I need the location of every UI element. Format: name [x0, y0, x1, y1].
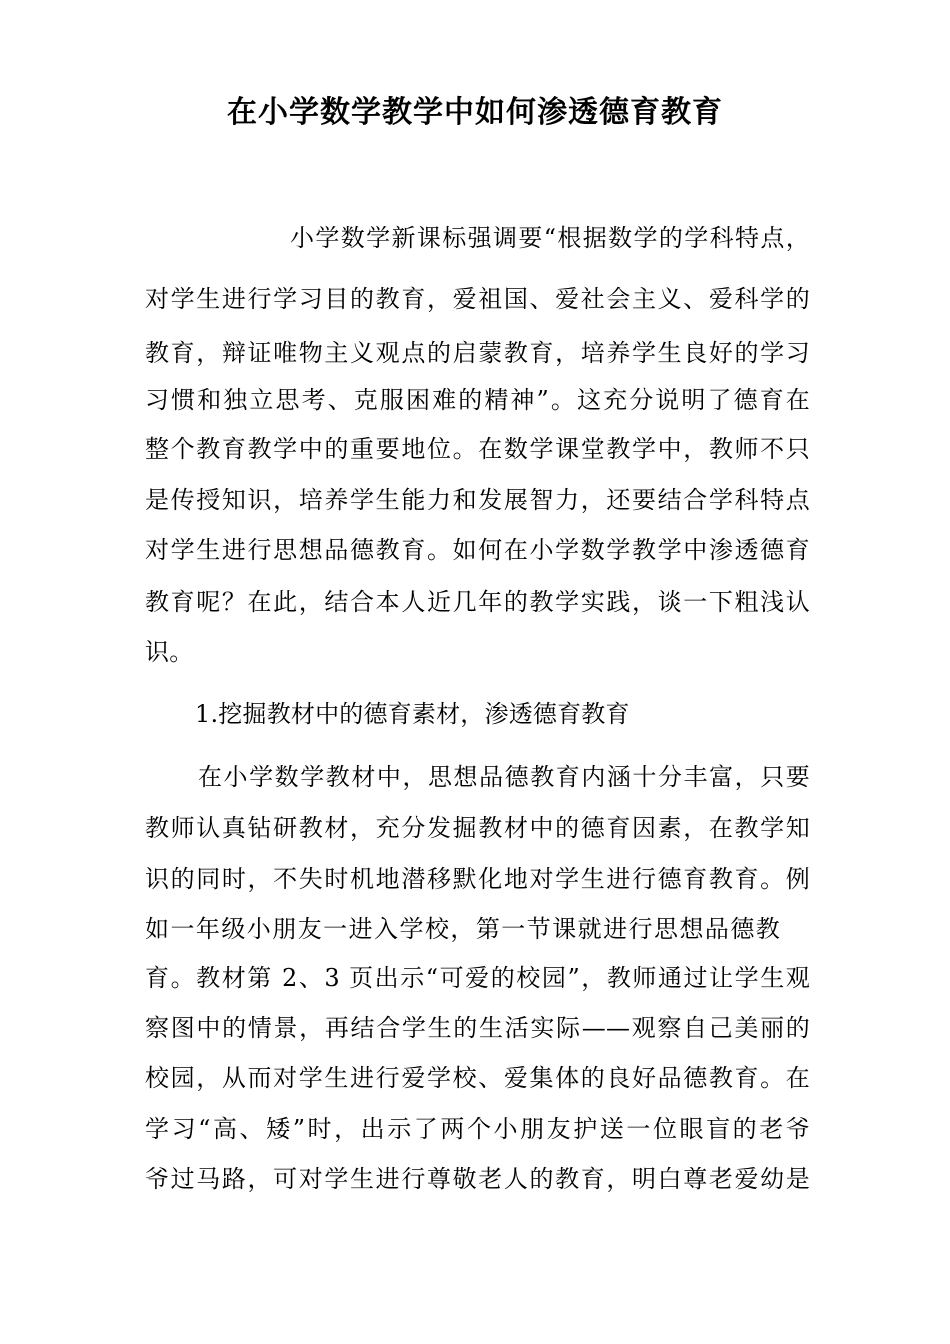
section-heading: 1.挖掘教材中的德育素材，渗透德育教育 [195, 700, 630, 728]
paragraph-line: 教育，辩证唯物主义观点的启蒙教育，培养学生良好的学习 [145, 339, 810, 367]
paragraph-line: 识的同时，不失时机地潜移默化地对学生进行德育教育。例 [145, 865, 810, 893]
paragraph-line: 是传授知识，培养学生能力和发展智力，还要结合学科特点 [145, 486, 810, 514]
paragraph-line: 教师认真钻研教材，充分发掘教材中的德育因素，在教学知 [145, 814, 810, 842]
paragraph-line: 学习“高、矮”时，出示了两个小朋友护送一位眼盲的老爷 [145, 1115, 810, 1143]
paragraph-line: 爷过马路，可对学生进行尊敬老人的教育，明白尊老爱幼是 [145, 1165, 810, 1193]
paragraph-line: 察图中的情景，再结合学生的生活实际——观察自己美丽的 [145, 1014, 810, 1042]
paragraph-line: 育。教材第 2、3 页出示“可爱的校园”，教师通过让学生观 [145, 964, 810, 992]
paragraph-line: 教育呢？在此，结合本人近几年的教学实践，谈一下粗浅认 [145, 588, 810, 616]
document-title: 在小学数学教学中如何渗透德育教育 [227, 95, 723, 130]
paragraph-line: 小学数学新课标强调要“根据数学的学科特点， [290, 224, 810, 252]
paragraph-line: 在小学数学教材中，思想品德教育内涵十分丰富，只要 [198, 763, 810, 791]
paragraph-line: 习惯和独立思考、克服困难的精神”。这充分说明了德育在 [145, 386, 810, 414]
paragraph-line: 识。 [145, 638, 194, 666]
paragraph-line: 对学生进行思想品德教育。如何在小学数学教学中渗透德育 [145, 536, 810, 564]
paragraph-line: 对学生进行学习目的教育，爱祖国、爱社会主义、爱科学的 [145, 285, 810, 313]
paragraph-line: 校园，从而对学生进行爱学校、爱集体的良好品德教育。在 [145, 1064, 810, 1092]
paragraph-line: 整个教育教学中的重要地位。在数学课堂教学中，教师不只 [145, 435, 810, 463]
paragraph-line: 如一年级小朋友一进入学校，第一节课就进行思想品德教 [145, 915, 780, 943]
